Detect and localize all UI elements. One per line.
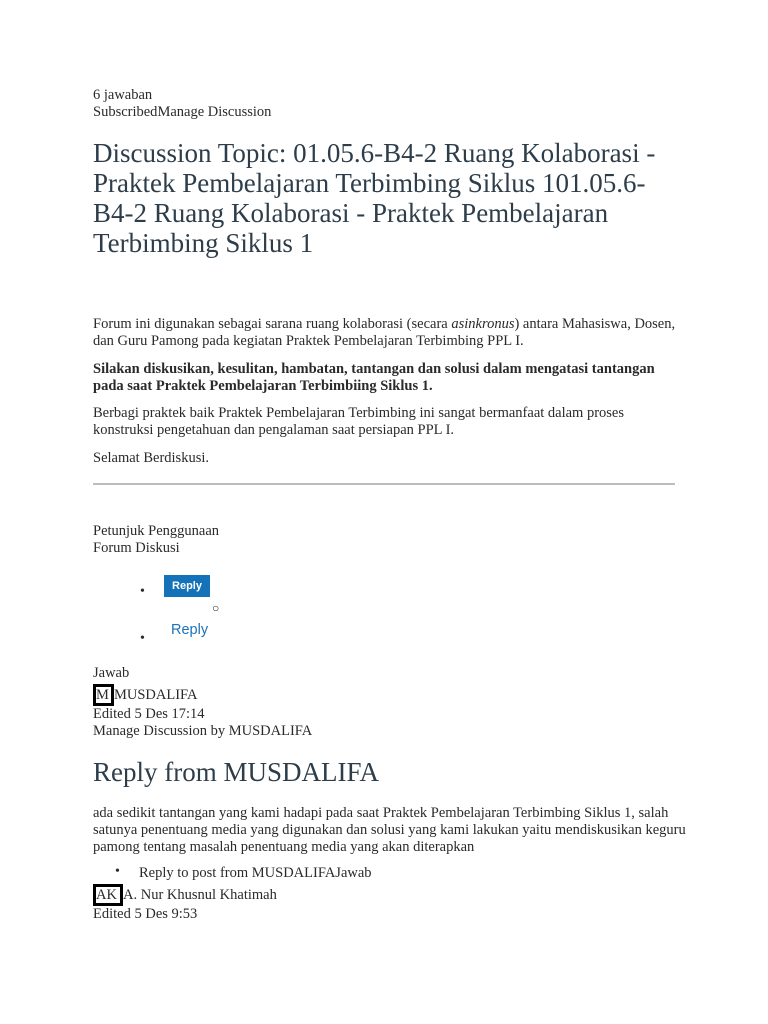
avatar: AK xyxy=(93,884,123,906)
jawab-link[interactable]: Jawab xyxy=(93,665,130,681)
replies-count: 6 jawaban xyxy=(93,87,153,103)
list-bullet: • xyxy=(115,864,120,879)
post-author-line xyxy=(93,884,277,904)
list-bullet: • xyxy=(140,631,145,646)
manage-discussion-by-link[interactable]: Manage Discussion by MUSDALIFA xyxy=(93,723,313,739)
top-links xyxy=(93,104,271,121)
topic-paragraph-intro xyxy=(93,316,683,350)
list-bullet: • xyxy=(140,584,145,599)
subscribed-link[interactable]: Subscribed xyxy=(93,104,158,120)
help-link-usage[interactable]: Petunjuk Penggunaan xyxy=(93,523,220,539)
reply-to-post-line xyxy=(139,865,372,882)
manage-discussion-link[interactable]: Manage Discussion xyxy=(157,104,272,120)
reply-button[interactable]: Reply xyxy=(164,575,210,597)
reply-body: ada sedikit tantangan yang kami hadapi pada saat Praktek Pembelajaran Terbimbing Siklus 1, salah satunya penentuang media yang digunakan dan solusi yang kami lakukan yaitu mendiskusikan keguru pamong tentang masalah penentuang media yang akan diterapkan xyxy=(93,805,686,855)
jawab-link[interactable]: Jawab xyxy=(335,865,372,881)
topic-paragraph-instructions: Silakan diskusikan, kesulitan, hambatan, tantangan dan solusi dalam mengatasi tantangan pada saat Praktek Pembelajaran Terbimbiing Siklus 1. xyxy=(93,361,655,394)
topic-title: Discussion Topic: 01.05.6-B4-2 Ruang Kolaborasi - Praktek Pembelajaran Terbimbing Siklus 101.05.6-B4-2 Ruang Kolaborasi - Praktek Pembelajaran Terbimbing Siklus 1 xyxy=(93,138,656,258)
divider xyxy=(93,483,675,485)
edited-timestamp: Edited 5 Des 9:53 xyxy=(93,906,198,922)
intro-text-end: ) antara Mahasiswa, Dosen, dan Guru Pamong pada kegiatan Praktek Pembelajaran Terbimbing PPL I. xyxy=(93,316,676,349)
reply-link[interactable]: Reply xyxy=(171,622,209,638)
post-author-line xyxy=(93,684,198,704)
author-name[interactable]: A. Nur Khusnul Khatimah xyxy=(123,887,277,903)
intro-text-italic: asinkronus xyxy=(451,316,515,332)
help-link-forum[interactable]: Forum Diskusi xyxy=(93,540,180,556)
reply-heading: Reply from MUSDALIFA xyxy=(93,757,379,787)
topic-paragraph-greeting: Selamat Berdiskusi. xyxy=(93,450,209,466)
author-name[interactable]: MUSDALIFA xyxy=(114,687,198,703)
topic-paragraph-sharing: Berbagi praktek baik Praktek Pembelajaran Terbimbing ini sangat bermanfaat dalam proses konstruksi pengetahuan dan pengalaman saat persiapan PPL I. xyxy=(93,405,625,438)
list-sub-bullet: ○ xyxy=(212,601,220,615)
reply-to-post-link[interactable]: Reply to post from MUSDALIFA xyxy=(139,865,336,881)
avatar: M xyxy=(93,684,114,706)
edited-timestamp: Edited 5 Des 17:14 xyxy=(93,706,205,722)
intro-text-start: Forum ini digunakan sebagai sarana ruang kolaborasi (secara xyxy=(93,316,452,332)
